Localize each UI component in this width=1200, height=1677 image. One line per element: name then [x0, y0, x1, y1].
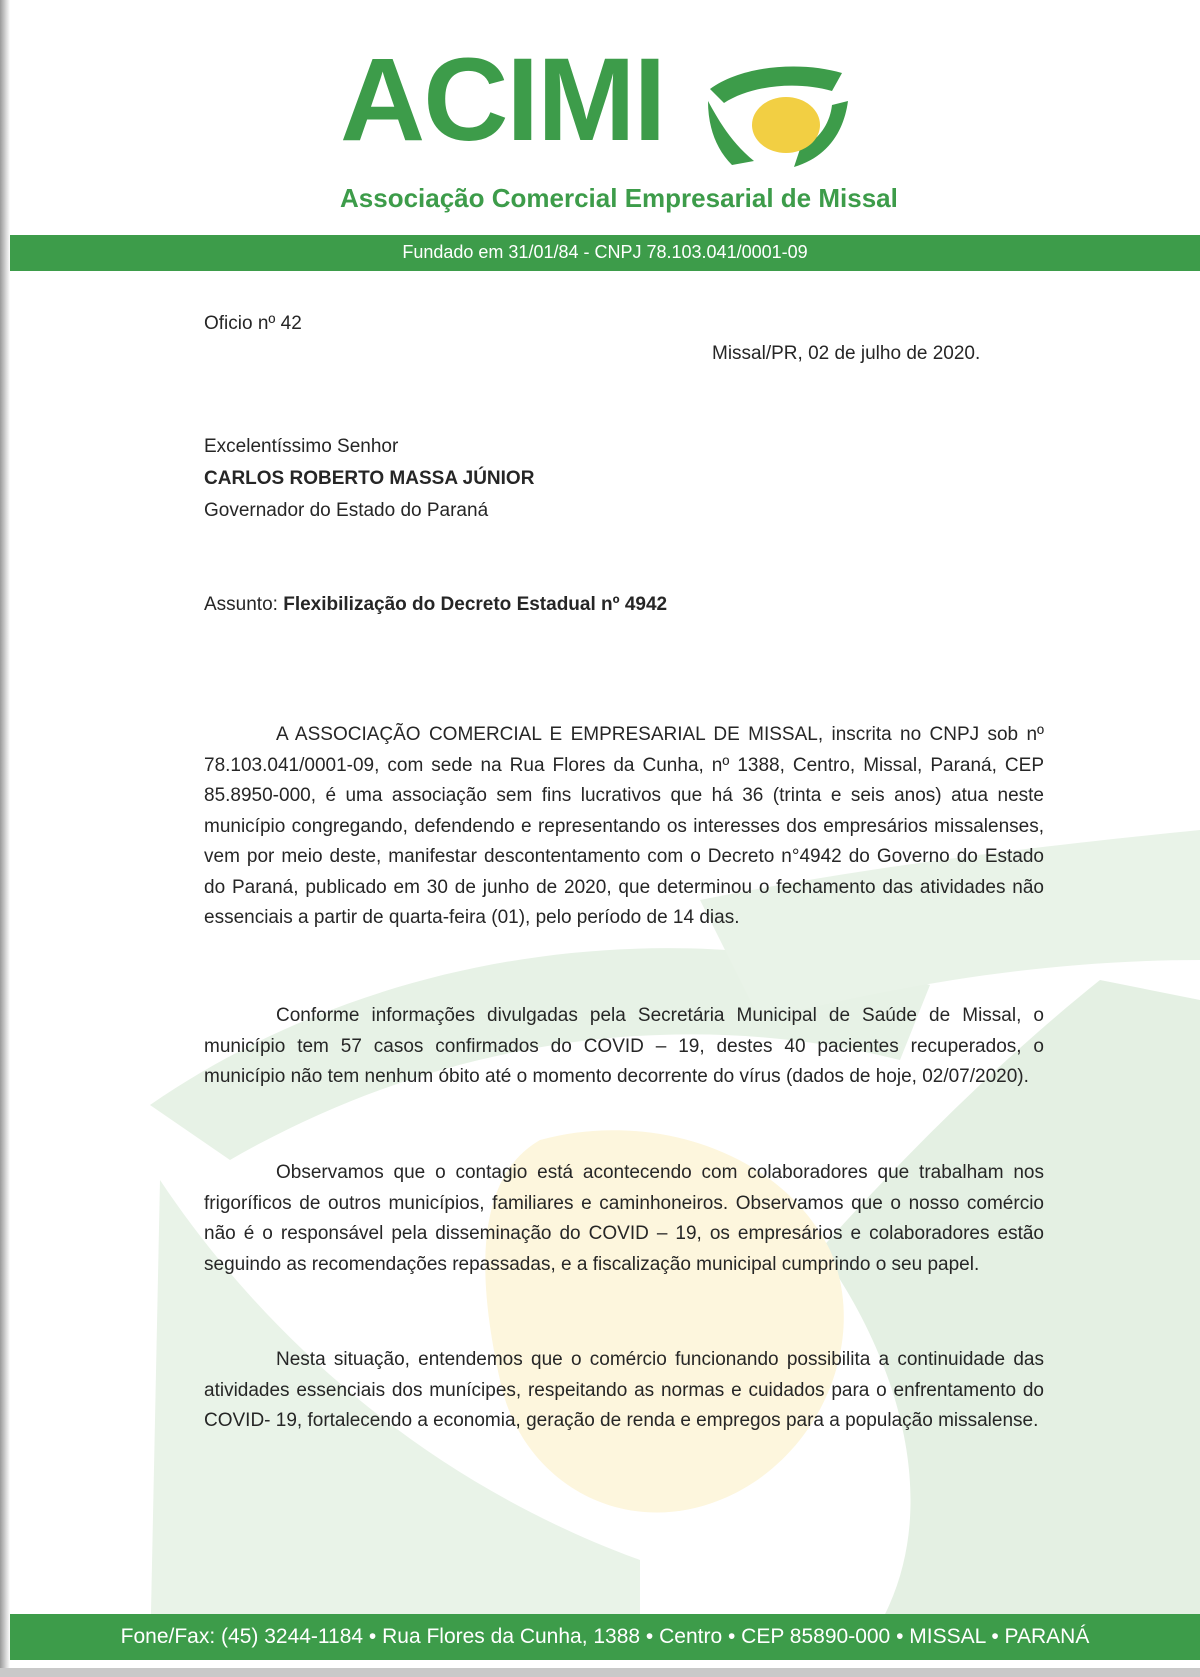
salutation: Excelentíssimo Senhor [204, 436, 399, 457]
footer-contact: Fone/Fax: (45) 3244-1184 • Rua Flores da Cunha, 1388 • Centro • CEP 85890-000 • MISSAL • PARANÁ [120, 1625, 1090, 1648]
paragraph-1: A ASSOCIAÇÃO COMERCIAL E EMPRESARIAL DE MISSAL, inscrita no CNPJ sob nº 78.103.041/0001-09, com sede na Rua Flores da Cunha, nº 1388, Centro, Missal, Paraná, CEP 85.8950-000, é uma associação sem fins lucrativos que há 36 (trinta e seis anos) atua neste município congregando, defendendo e representando os interesses dos empresários missalenses, vem por meio deste, manifestar descontentamento com o Decreto n°4942 do Governo do Estado do Paraná, publicado em 30 de junho de 2020, que determinou o fechamento das atividades não essenciais a partir de quarta-feira (01), pelo período de 14 dias. [204, 724, 1044, 928]
subject-text: Flexibilização do Decreto Estadual nº 4942 [283, 594, 668, 615]
paragraph-3: Observamos que o contagio está acontecendo com colaboradores que trabalham nos frigoríficos de outros municípios, familiares e caminhoneiros. Observamos que o nosso comércio não é o responsável pela disseminação do COVID – 19, os empresários e colaboradores estão seguindo as recomendações repassadas, e a fiscalização municipal cumprindo o seu papel. [204, 1162, 1044, 1275]
founded-text: Fundado em 31/01/84 - CNPJ 78.103.041/0001-09 [402, 242, 808, 262]
founded-band [10, 235, 1200, 271]
place-date: Missal/PR, 02 de julho de 2020. [712, 343, 981, 364]
office-number: Oficio nº 42 [204, 313, 302, 334]
subject-line [204, 594, 667, 616]
recipient-name: CARLOS ROBERTO MASSA JÚNIOR [204, 468, 535, 489]
scan-bottom-edge [0, 1668, 1200, 1677]
letterhead-logo [340, 34, 898, 213]
recipient-title: Governador do Estado do Paraná [204, 500, 489, 521]
association-name: Associação Comercial Empresarial de Missal [340, 183, 898, 213]
paragraph-4: Nesta situação, entendemos que o comércio funcionando possibilita a continuidade das atividades essenciais dos munícipes, respeitando as normas e cuidados para o enfrentamento do COVID- 19, fortalecendo a economia, geração de renda e empregos para a população missalense. [204, 1349, 1044, 1431]
logo-emblem-icon [702, 61, 852, 171]
paragraph-2: Conforme informações divulgadas pela Secretária Municipal de Saúde de Missal, o município tem 57 casos confirmados do COVID – 19, destes 40 pacientes recuperados, o município não tem nenhum óbito até o momento decorrente do vírus (dados de hoje, 02/07/2020). [204, 1005, 1044, 1087]
logo-wordmark: ACIMI [340, 34, 665, 166]
subject-label: Assunto: [204, 594, 284, 615]
footer-band [10, 1614, 1200, 1660]
